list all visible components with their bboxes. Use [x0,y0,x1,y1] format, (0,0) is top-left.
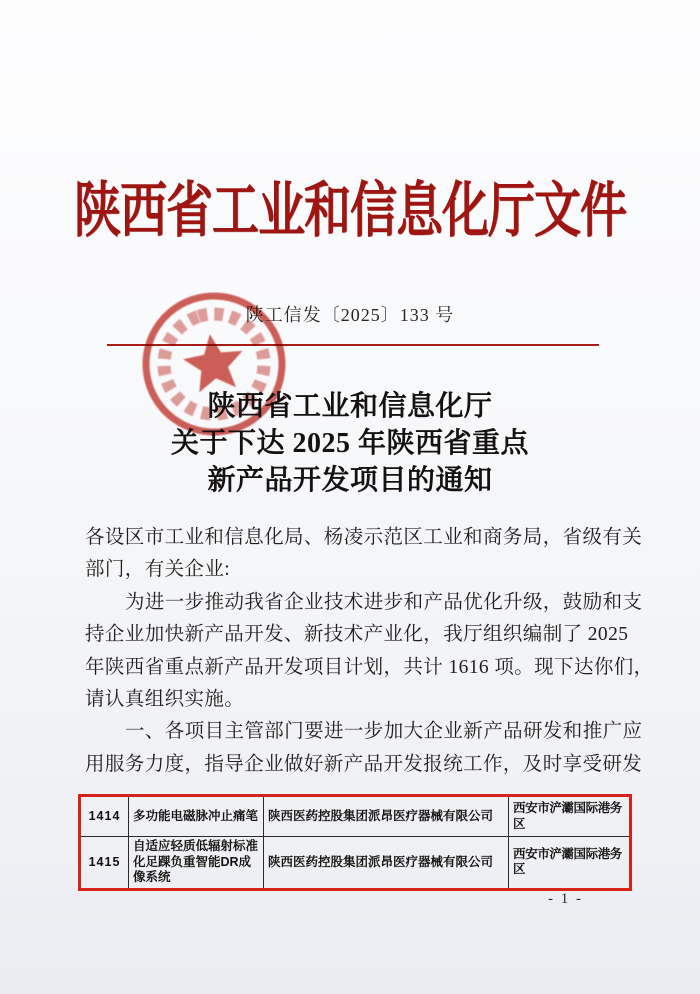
project-number-cell: 1414 [80,796,129,837]
company-name-cell: 陕西医药控股集团派昂医疗器械有限公司 [264,837,509,890]
location-cell: 西安市浐灞国际港务区 [509,796,631,837]
body-line: 年陕西省重点新产品开发项目计划，共计 1616 项。现下达你们， [85,656,654,678]
letterhead-title: 陕西省工业和信息化厅文件 [74,178,626,245]
project-list-table [78,794,632,891]
page-number: - 1 - [548,891,583,907]
product-name-cell: 多功能电磁脉冲止痛笔 [129,796,264,837]
body-line: 请认真组织实施。 [85,688,245,710]
table-row [80,796,631,837]
body-line: 各设区市工业和信息化局、杨凌示范区工业和商务局，省级有关 [85,527,643,548]
heading-line-1: 陕西省工业和信息化厅 [207,391,493,422]
notice-body [85,522,654,781]
heading-line-3: 新产品开发项目的通知 [207,465,493,496]
table-row [80,837,631,890]
body-line: 用服务力度，指导企业做好新产品开发报统工作，及时享受研发 [85,753,643,775]
heading-line-2: 关于下达 2025 年陕西省重点 [170,428,529,459]
project-number-cell: 1415 [80,837,129,890]
company-name-cell: 陕西医药控股集团派昂医疗器械有限公司 [264,796,509,837]
product-name-cell: 自适应轻质低辐射标准化足踝负重智能DR成像系统 [129,837,264,890]
body-line: 一、各项目主管部门要进一步加大企业新产品研发和推广应 [125,721,643,743]
document-number: 陕工信发〔2025〕133 号 [245,305,455,325]
body-line: 为进一步推动我省企业技术进步和产品优化升级，鼓励和支 [125,591,643,613]
notice-heading [0,388,700,499]
body-line: 部门，有关企业: [85,559,231,581]
body-line: 持企业加快新产品开发、新技术产业化，我厅组织编制了 2025 [85,624,629,646]
location-cell: 西安市浐灞国际港务区 [509,837,631,890]
